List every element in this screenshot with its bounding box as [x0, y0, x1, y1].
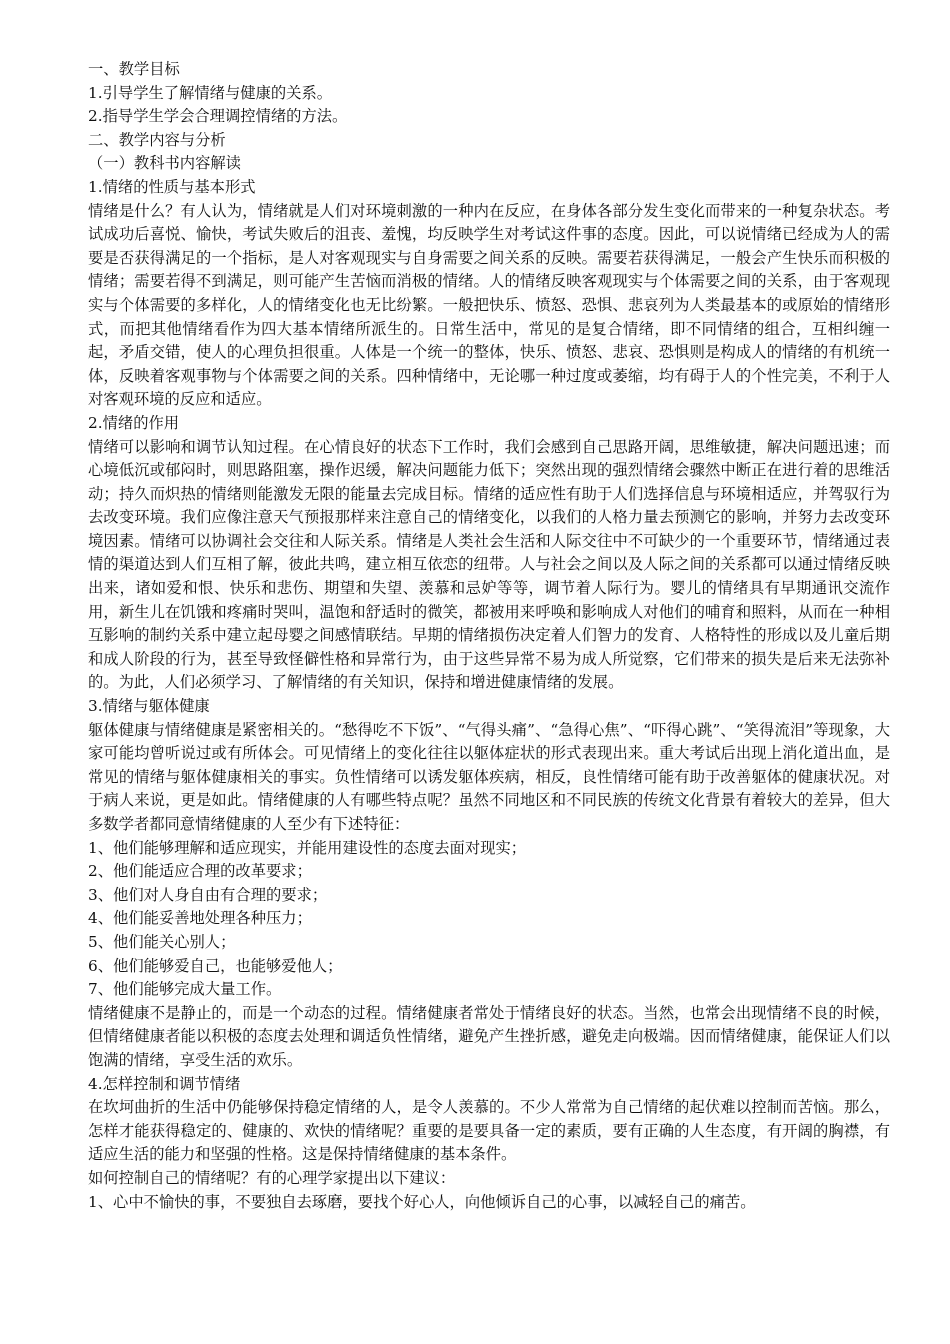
goal-item: 2.指导学生学会合理调控情绪的方法。: [88, 107, 348, 126]
list-item: 3、他们对人身自由有合理的要求；: [88, 885, 328, 904]
goal-item: 1.引导学生了解情绪与健康的关系。: [88, 83, 333, 102]
list-item: 1、心中不愉快的事，不要独自去琢磨，要找个好心人，向他倾诉自己的心事，以减轻自己的痛苦。: [88, 1192, 756, 1211]
paragraph-suggestions-intro: 如何控制自己的情绪呢？有的心理学家提出以下建议：: [88, 1168, 456, 1187]
section-heading-content-analysis: 二、教学内容与分析: [88, 130, 226, 149]
topic-title-role-of-emotion: 2.情绪的作用: [88, 413, 180, 432]
paragraph-role-of-emotion: 情绪可以影响和调节认知过程。在心情良好的状态下工作时，我们会感到自己思路开阔，思维敏捷，解决问题迅速；而心境低沉或郁闷时，则思路阻塞，操作迟缓，解决问题能力低下；突然出现的强烈情绪会骤然中断正在进行着的思维活动；持久而炽热的情绪则能激发无限的能量去完成目标。情绪的适应性有助于人们选择信息与环境相适应，并驾驭行为去改变环境。我们应像注意天气预报那样来注意自己的情绪变化，以我们的人格力量去预测它的影响，并努力去改变环境因素。情绪可以协调社会交往和人际关系。情绪是人类社会生活和人际交往中不可缺少的一个重要环节，情绪通过表情的渠道达到人们互相了解，彼此共鸣，建立相互依恋的纽带。人与社会之间以及人际之间的关系都可以通过情绪反映出来，诸如爱和恨、快乐和悲伤、期望和失望、羡慕和忌妒等等，调节着人际行为。婴儿的情绪具有早期通讯交流作用，新生儿在饥饿和疼痛时哭叫，温饱和舒适时的微笑，都被用来呼唤和影响成人对他们的哺育和照料，从而在一种相互影响的制约关系中建立起母婴之间感情联结。早期的情绪损伤决定着人们智力的发育、人格特性的形成以及儿童后期和成人阶段的行为，甚至导致怪僻性格和异常行为，由于这些异常不易为成人所觉察，它们带来的损失是后来无法弥补的。为此，人们必须学习、了解情绪的有关知识，保持和增进健康情绪的发展。: [88, 437, 890, 692]
list-item: 1、他们能够理解和适应现实，并能用建设性的态度去面对现实；: [88, 838, 527, 857]
topic-title-emotion-and-body: 3.情绪与躯体健康: [88, 697, 210, 716]
list-item: 4、他们能妥善地处理各种压力；: [88, 909, 312, 928]
paragraph-control-emotion: 在坎坷曲折的生活中仍能够保持稳定情绪的人，是令人羡慕的。不少人常常为自己情绪的起伏难以控制而苦恼。那么，怎样才能获得稳定的、健康的、欢快的情绪呢？重要的是要具备一定的素质，要有正确的人生态度，有开阔的胸襟，有适应生活的能力和坚强的性格。这是保持情绪健康的基本条件。: [88, 1098, 890, 1164]
list-item: 6、他们能够爱自己，也能够爱他人；: [88, 956, 343, 975]
subsection-heading-textbook: （一）教科书内容解读: [88, 154, 241, 173]
topic-title-nature-of-emotion: 1.情绪的性质与基本形式: [88, 177, 256, 196]
paragraph-nature-of-emotion: 情绪是什么？有人认为，情绪就是人们对环境刺激的一种内在反应，在身体各部分发生变化而带来的一种复杂状态。考试成功后喜悦、愉快，考试失败后的沮丧、羞愧，均反映学生对考试这件事的态度。因此，可以说情绪已经成为人的需要是否获得满足的一个指标，是人对客观现实与自身需要之间关系的反映。需要若获得满足，一般会产生快乐而积极的情绪；需要若得不到满足，则可能产生苦恼而消极的情绪。人的情绪反映客观现实与个体需要之间的关系，由于客观现实与个体需要的多样化，人的情绪变化也无比纷繁。一般把快乐、愤怒、恐惧、悲哀列为人类最基本的或原始的情绪形式，而把其他情绪看作为四大基本情绪所派生的。日常生活中，常见的是复合情绪，即不同情绪的组合，互相纠缠一起，矛盾交错，使人的心理负担很重。人体是一个统一的整体，快乐、愤怒、悲哀、恐惧则是构成人的情绪的有机统一体，反映着客观事物与个体需要之间的关系。四种情绪中，无论哪一种过度或萎缩，均有碍于人的个性完美，不利于人对客观环境的反应和适应。: [88, 201, 890, 409]
list-item: 7、他们能够完成大量工作。: [88, 980, 282, 999]
section-heading-teaching-goals: 一、教学目标: [88, 60, 180, 78]
paragraph-emotion-and-body: 躯体健康与情绪健康是紧密相关的。“愁得吃不下饭”、“气得头痛”、“急得心焦”、“吓得心跳”、“笑得流泪”等现象，大家可能均曾听说过或有所体会。可见情绪上的变化往往以躯体症状的形式表现出来。重大考试后出现上消化道出血，是常见的情绪与躯体健康相关的事实。负性情绪可以诱发躯体疾病，相反，良性情绪可能有助于改善躯体的健康状况。对于病人来说，更是如此。情绪健康的人有哪些特点呢？虽然不同地区和不同民族的传统文化背景有着较大的差异，但大多数学者都同意情绪健康的人至少有下述特征：: [88, 720, 890, 833]
list-item: 5、他们能关心别人；: [88, 932, 236, 951]
topic-title-control-emotion: 4.怎样控制和调节情绪: [88, 1074, 241, 1093]
list-item: 2、他们能适应合理的改革要求；: [88, 862, 312, 881]
paragraph-emotional-health: 情绪健康不是静止的，而是一个动态的过程。情绪健康者常处于情绪良好的状态。当然，也常会出现情绪不良的时候，但情绪健康者能以积极的态度去处理和调适负性情绪，避免产生挫折感，避免走向极端。因而情绪健康，能保证人们以饱满的情绪，享受生活的欢乐。: [88, 1003, 890, 1069]
